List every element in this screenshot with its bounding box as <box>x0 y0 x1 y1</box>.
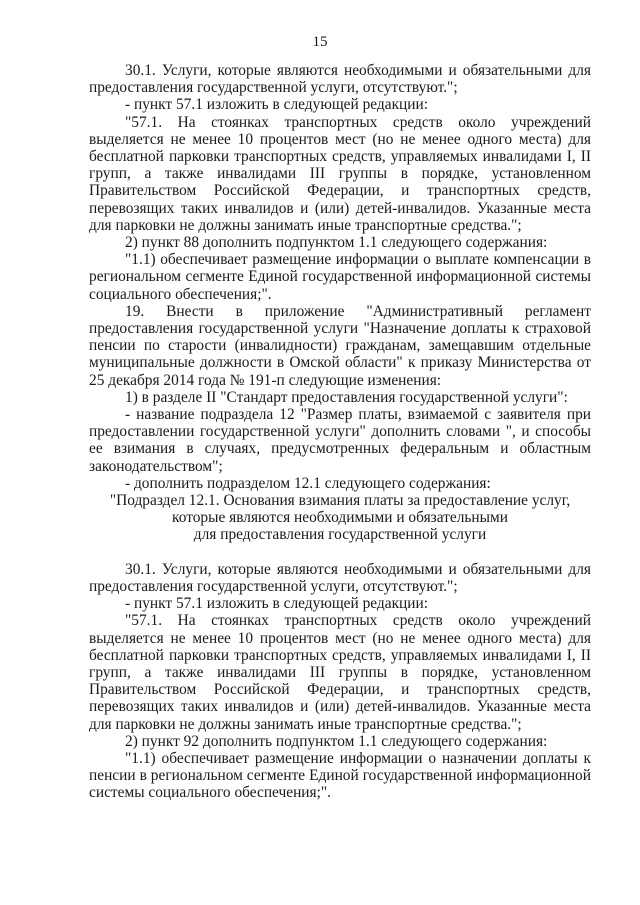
subsection-heading-line: "Подраздел 12.1. Основания взимания платы за предоставление услуг, <box>109 492 571 510</box>
paragraph: 2) пункт 92 дополнить подпунктом 1.1 следующего содержания: <box>125 732 548 750</box>
paragraph: "1.1) обеспечивает размещение информации о выплате компенсации в региональном сегменте Единой государственной информационной системы социального обеспечения;". <box>89 251 591 303</box>
subsection-heading-line: которые являются необходимыми и обязательными <box>172 509 508 527</box>
paragraph: - пункт 57.1 изложить в следующей редакции: <box>125 96 429 114</box>
paragraph: "1.1) обеспечивает размещение информации о назначении доплаты к пенсии в региональном сегменте Единой государственной информационной системы социального обеспечения;". <box>89 749 591 802</box>
paragraph: - пункт 57.1 изложить в следующей редакции: <box>125 595 429 613</box>
paragraph: 2) пункт 88 дополнить подпунктом 1.1 следующего содержания: <box>125 234 548 252</box>
paragraph: 30.1. Услуги, которые являются необходимыми и обязательными для предоставления государственной услуги, отсутствуют."; <box>89 560 591 595</box>
paragraph: 19. Внести в приложение "Административный регламент предоставления государственной услуги "Назначение доплаты к страховой пенсии по старости (инвалидности) гражданам, замещавшим отдельные муниципальные должности в Омской области" к приказу Министерства от 25 декабря 2014 года № 191-п следующие изменения: <box>89 302 591 389</box>
paragraph: 1) в разделе II "Стандарт предоставления государственной услуги": <box>125 388 568 406</box>
paragraph: - дополнить подразделом 12.1 следующего содержания: <box>125 474 491 492</box>
paragraph: 30.1. Услуги, которые являются необходимыми и обязательными для предоставления государственной услуги, отсутствуют."; <box>89 62 591 97</box>
blank-line <box>89 544 591 561</box>
subsection-heading-line: для предоставления государственной услуги <box>193 526 487 544</box>
document-body <box>89 62 591 802</box>
paragraph: "57.1. На стоянках транспортных средств около учреждений выделяется не менее 10 процентов мест (но не менее одного места) для бесплатной парковки транспортных средств, управляемых инвалидами I, II групп, а также инвалидами III группы в порядке, установленном Правительством Российской Федерации, и транспортных средств, перевозящих таких инвалидов и (или) детей-инвалидов. Указанные места для парковки не должны занимать иные транспортные средства."; <box>89 612 591 733</box>
paragraph: - название подраздела 12 "Размер платы, взимаемой с заявителя при предоставлении государственной услуги" дополнить словами ", и способы ее взимания в случаях, предусмотренных федеральным и областным законодательством"; <box>89 406 591 475</box>
page-number: 15 <box>312 34 328 50</box>
paragraph: "57.1. На стоянках транспортных средств около учреждений выделяется не менее 10 процентов мест (но не менее одного места) для бесплатной парковки транспортных средств, управляемых инвалидами I, II групп, а также инвалидами III группы в порядке, установленном Правительством Российской Федерации, и транспортных средств, перевозящих таких инвалидов и (или) детей-инвалидов. Указанные места для парковки не должны занимать иные транспортные средства."; <box>89 113 591 234</box>
